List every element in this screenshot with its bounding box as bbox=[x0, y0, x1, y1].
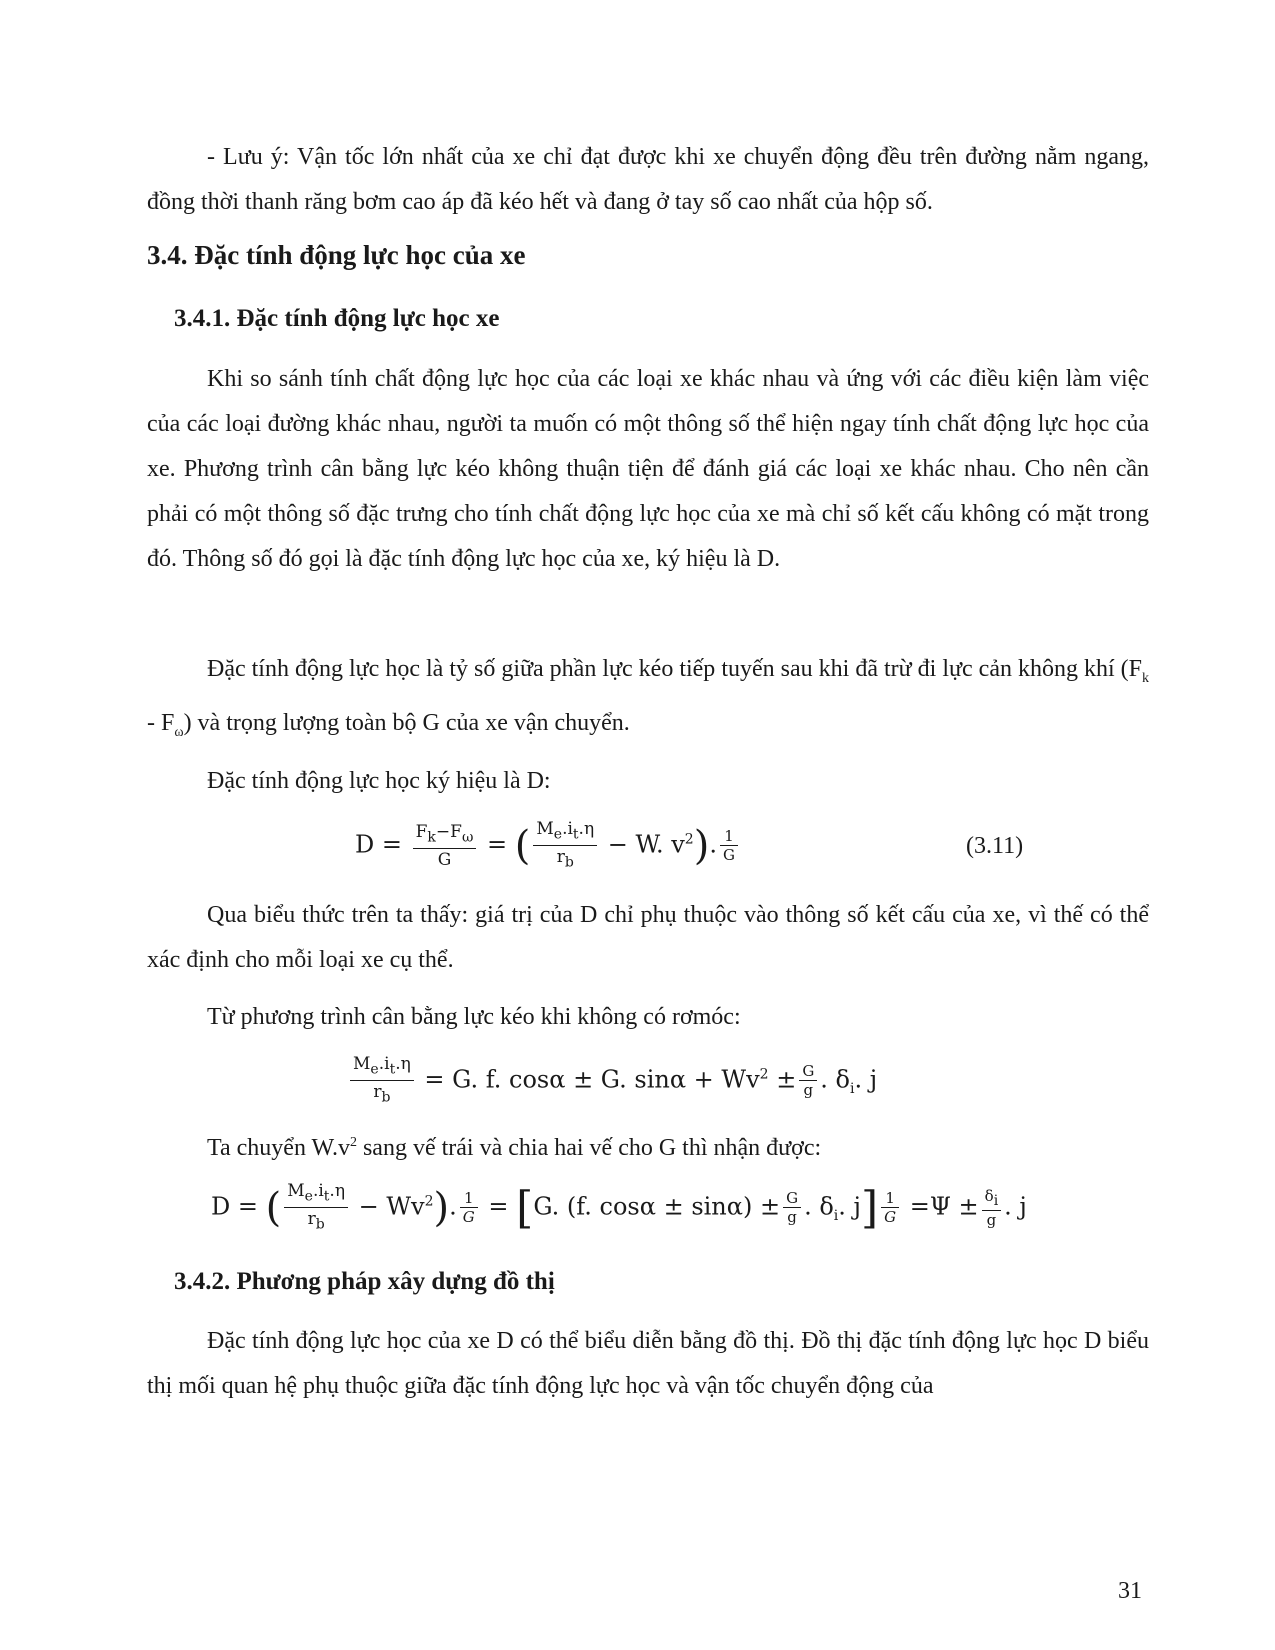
equation-traction-balance: $\frac{M_e.i_t.\eta}{r_b}$ = G. f. cosα ± G. $\sin\alpha + Wv^2$ ± $\frac{G}{g}$ . $\delta_i$. j bbox=[347, 1053, 877, 1109]
superscript-2: 2 bbox=[349, 1135, 357, 1150]
subscript-omega: ω bbox=[174, 724, 184, 740]
equation-number: (3.11) bbox=[966, 833, 1024, 859]
paragraph-2-mid: - F bbox=[147, 709, 175, 736]
subsection-title-2: 3.4.2. Phương pháp xây dựng đồ thị bbox=[174, 1268, 555, 1295]
paragraph-5: Từ phương trình cân bằng lực kéo khi không có rơmóc: bbox=[207, 1004, 741, 1030]
equation-dynamic-factor: D = ( $\frac{M_e.i_t.\eta}{r_b}$ − $Wv^2$). $\frac{1}{G}$ = [G. (f. cosα ± sinα) ± $\frac{G}{g}$ . $\delta_i$. j] $\frac{1}{G}$ =Ψ ± $\frac{\delta_i}{g}$ . j bbox=[211, 1181, 1027, 1234]
note-paragraph: - Lưu ý: Vận tốc lớn nhất của xe chỉ đạt được khi xe chuyển động đều trên đường nằm ngang, đồng thời thanh răng bơm cao áp đã kéo hết và đang ở tay số cao nhất của hộp số. bbox=[147, 144, 1149, 215]
paragraph-6 bbox=[147, 1120, 1149, 1171]
equation-3-11: D = $\frac{F_k-F_\omega}{G}$ = ( $\frac{M_e.i_t.\eta}{r_b}$ − W. $v^2$). $\frac{1}{G}$ bbox=[355, 818, 741, 874]
paragraph-4: Qua biểu thức trên ta thấy: giá trị của D chỉ phụ thuộc vào thông số kết cấu của xe, vì thế có thể xác định cho mỗi loại xe cụ thể. bbox=[147, 902, 1149, 973]
paragraph-6-end: sang vế trái và chia hai vế cho G thì nhận được: bbox=[356, 1135, 822, 1161]
paragraph-2-start: Đặc tính động lực học là tỷ số giữa phần lực kéo tiếp tuyến sau khi đã trừ đi lực cản không khí (F bbox=[207, 656, 1142, 682]
paragraph-3: Đặc tính động lực học ký hiệu là D: bbox=[207, 768, 551, 794]
paragraph-2-end: ) và trọng lượng toàn bộ G của xe vận chuyển. bbox=[183, 709, 630, 736]
paragraph-1: Khi so sánh tính chất động lực học của các loại xe khác nhau và ứng với các điều kiện làm việc của các loại đường khác nhau, người ta muốn có một thông số thể hiện ngay tính chất động lực học của xe. Phương trình cân bằng lực kéo không thuận tiện để đánh giá các loại xe khác nhau. Cho nên cần phải có một thông số đặc trưng cho tính chất động lực học của xe mà chỉ số kết cấu không có mặt trong đó. Thông số đó gọi là đặc tính động lực học của xe, ký hiệu là D. bbox=[147, 366, 1149, 572]
subscript-k: k bbox=[1142, 670, 1149, 686]
page-number: 31 bbox=[1118, 1578, 1142, 1604]
subsection-title-1: 3.4.1. Đặc tính động lực học xe bbox=[174, 305, 500, 332]
paragraph-6-start: Ta chuyển W.v bbox=[207, 1135, 350, 1161]
paragraph-2 bbox=[147, 647, 1149, 755]
paragraph-7: Đặc tính động lực học của xe D có thể biểu diễn bằng đồ thị. Đồ thị đặc tính động lực học D biểu thị mối quan hệ phụ thuộc giữa đặc tính động lực học và vận tốc chuyển động của bbox=[147, 1328, 1149, 1399]
section-title: 3.4. Đặc tính động lực học của xe bbox=[147, 240, 526, 270]
